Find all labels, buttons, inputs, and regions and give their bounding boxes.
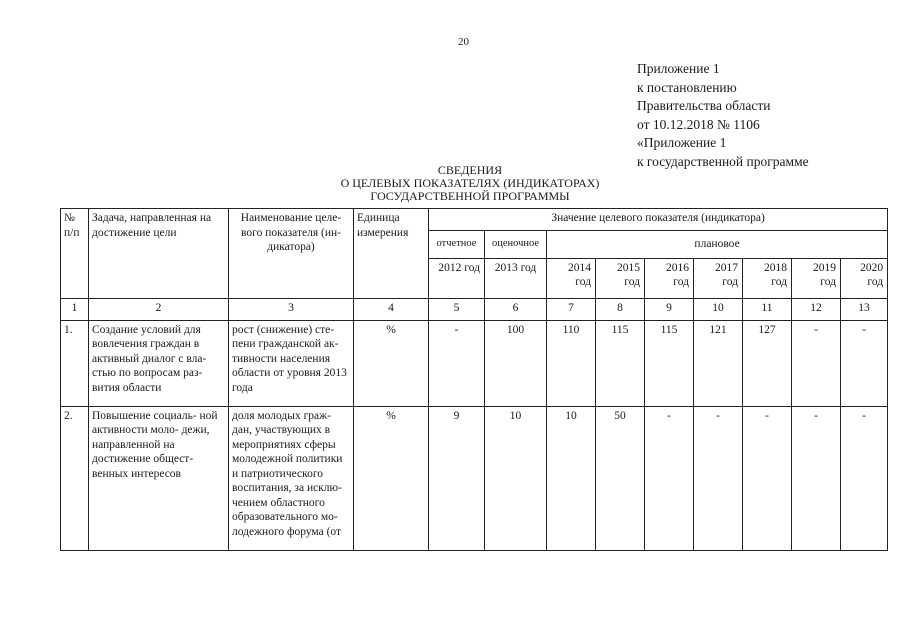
appendix-line: от 10.12.2018 № 1106 xyxy=(637,116,760,132)
row-value: 110 xyxy=(547,320,596,406)
row-value: - xyxy=(792,320,841,406)
header-indicator: Наименование целе- вого показателя (ин- дикатора) xyxy=(229,209,354,299)
header-year: 2015 год xyxy=(596,258,645,298)
column-number: 11 xyxy=(743,298,792,320)
header-estimated: оценочное xyxy=(485,231,547,259)
header-year: 2016 год xyxy=(645,258,694,298)
row-value: 10 xyxy=(547,406,596,550)
row-value: - xyxy=(841,320,888,406)
column-number: 7 xyxy=(547,298,596,320)
indicators-table xyxy=(60,208,888,551)
appendix-line: Правительства области xyxy=(637,98,771,113)
column-number: 10 xyxy=(694,298,743,320)
table-row xyxy=(61,320,888,406)
title-line: СВЕДЕНИЯ xyxy=(437,163,503,177)
header-year: 2014 год xyxy=(547,258,596,298)
appendix-line: Приложение 1 xyxy=(637,61,720,76)
row-value: - xyxy=(694,406,743,550)
column-number: 2 xyxy=(89,298,229,320)
appendix-block xyxy=(637,60,809,171)
header-value-group: Значение целевого показателя (индикатора) xyxy=(429,209,888,231)
column-number: 4 xyxy=(354,298,429,320)
row-value: 10 xyxy=(485,406,547,550)
header-year: 2017 год xyxy=(694,258,743,298)
header-year: 2019 год xyxy=(792,258,841,298)
header-year: 2013 год xyxy=(485,258,547,298)
row-value: - xyxy=(792,406,841,550)
title-line: ГОСУДАРСТВЕННОЙ ПРОГРАММЫ xyxy=(370,189,570,203)
header-reporting: отчетное xyxy=(429,231,485,259)
row-value: 9 xyxy=(429,406,485,550)
row-num: 1. xyxy=(61,320,89,406)
table-row xyxy=(61,406,888,550)
column-number: 1 xyxy=(61,298,89,320)
row-task: Повышение социаль- ной активности моло- дежи, направленной на достижение общест- венных интересов xyxy=(89,406,229,550)
row-indicator: рост (снижение) сте- пени гражданской ак- тивности населения области от уровня 2013 года xyxy=(229,320,354,406)
column-number: 3 xyxy=(229,298,354,320)
header-year: 2018 год xyxy=(743,258,792,298)
appendix-line: к постановлению xyxy=(637,79,737,95)
header-unit: Единица измерения xyxy=(354,209,429,299)
row-unit: % xyxy=(354,320,429,406)
title-line: О ЦЕЛЕВЫХ ПОКАЗАТЕЛЯХ (ИНДИКАТОРАХ) xyxy=(340,176,600,190)
column-number: 9 xyxy=(645,298,694,320)
appendix-line: к государственной программе xyxy=(637,153,809,169)
row-value: 115 xyxy=(645,320,694,406)
row-value: 127 xyxy=(743,320,792,406)
column-number: 5 xyxy=(429,298,485,320)
row-unit: % xyxy=(354,406,429,550)
header-num: № п/п xyxy=(61,209,89,299)
row-value: - xyxy=(743,406,792,550)
document-title xyxy=(290,164,650,203)
header-year: 2020 год xyxy=(841,258,888,298)
row-value: - xyxy=(841,406,888,550)
column-number: 6 xyxy=(485,298,547,320)
row-value: 115 xyxy=(596,320,645,406)
row-value: 121 xyxy=(694,320,743,406)
column-number: 13 xyxy=(841,298,888,320)
header-task: Задача, направленная на достижение цели xyxy=(89,209,229,299)
appendix-line: «Приложение 1 xyxy=(637,135,727,150)
header-year: 2012 год xyxy=(429,258,485,298)
column-number: 12 xyxy=(792,298,841,320)
row-indicator: доля молодых граж- дан, участвующих в мероприятиях сферы молодежной политики и патриотического воспитания, за исклю- чением областного образовательного мо- лодежного форума (от xyxy=(229,406,354,550)
row-value: - xyxy=(645,406,694,550)
row-value: - xyxy=(429,320,485,406)
row-value: 50 xyxy=(596,406,645,550)
column-number: 8 xyxy=(596,298,645,320)
row-value: 100 xyxy=(485,320,547,406)
row-num: 2. xyxy=(61,406,89,550)
row-task: Создание условий для вовлечения граждан в активный диалог с вла- стью по вопросам раз- вития области xyxy=(89,320,229,406)
page-number: 20 xyxy=(458,36,469,48)
header-planned: плановое xyxy=(547,231,888,259)
